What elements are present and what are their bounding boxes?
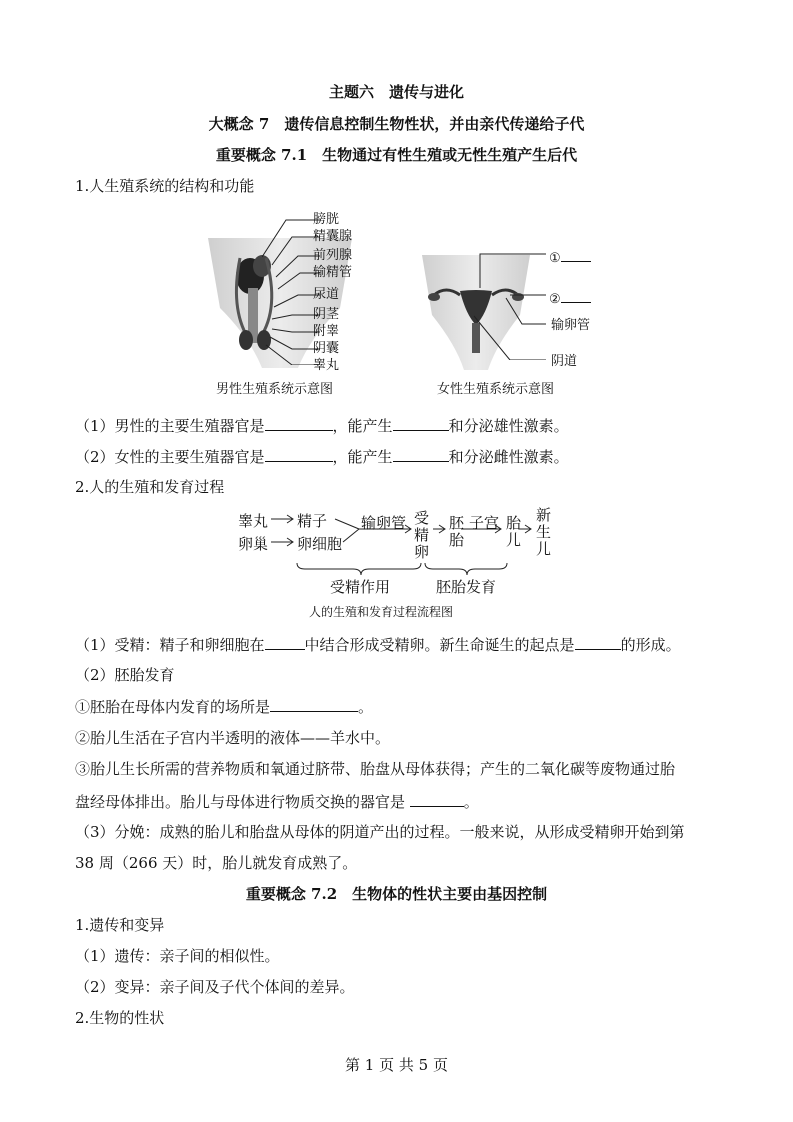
female-diagram-caption: 女性生殖系统示意图 <box>437 382 555 397</box>
label-penis: 阴茎 <box>313 307 340 322</box>
paragraph-amniotic-fluid: ②胎儿生活在子宫内半透明的液体——羊水中。 <box>75 729 391 747</box>
section-heading-heredity-variation: 1.遗传和变异 <box>75 916 165 934</box>
label-vas-deferens: 输精管 <box>313 265 353 280</box>
label-seminal-vesicle: 精囊腺 <box>313 229 353 244</box>
label-bladder: 膀胱 <box>313 212 340 227</box>
label-oviduct: 输卵管 <box>551 318 591 333</box>
section-heading-traits: 2.生物的性状 <box>75 1009 165 1027</box>
blank-female-product[interactable] <box>393 447 449 462</box>
flow-fertilization-label: 受精作用 <box>330 578 391 596</box>
paragraph-heredity: （1）遗传：亲子间的相似性。 <box>75 947 280 965</box>
flow-newborn: 新 生 儿 <box>536 506 552 558</box>
flowchart-caption: 人的生殖和发育过程流程图 <box>309 605 454 619</box>
flow-sperm: 精子 <box>297 512 328 530</box>
blank-female-2[interactable] <box>561 288 591 303</box>
section-heading-reproductive-system: 1.人生殖系统的结构和功能 <box>75 177 255 195</box>
paragraph-nutrition-line1: ③胎儿生长所需的营养物质和氧通过脐带、胎盘从母体获得；产生的二氧化碳等废物通过胎 <box>75 760 676 778</box>
flow-testis: 睾丸 <box>238 512 269 530</box>
label-urethra: 尿道 <box>313 287 340 302</box>
blank-male-organ[interactable] <box>265 416 333 431</box>
flow-zygote: 受 精 卵 <box>414 509 430 561</box>
label-female-2: ② <box>549 288 591 307</box>
flow-egg: 卵细胞 <box>297 535 343 553</box>
blank-life-start[interactable] <box>575 635 621 650</box>
big-concept-title: 大概念 7 遗传信息控制生物性状，并由亲代传递给子代 <box>208 115 585 133</box>
flow-uterus: 子宫 <box>469 514 500 532</box>
label-epididymis: 附睾 <box>313 324 340 339</box>
male-diagram-caption: 男性生殖系统示意图 <box>216 382 334 397</box>
flow-development-label: 胚胎发育 <box>436 578 497 596</box>
label-female-1: ① <box>549 247 591 266</box>
paragraph-variation: （2）变异：亲子间及子代个体间的差异。 <box>75 978 355 996</box>
concept-7-1-title: 重要概念 7.1 生物通过有性生殖或无性生殖产生后代 <box>215 146 578 164</box>
flow-oviduct: 输卵管 <box>361 514 407 532</box>
blank-female-organ[interactable] <box>265 447 333 462</box>
page-number: 第 1 页 共 5 页 <box>345 1056 448 1074</box>
paragraph-development-site: ①胚胎在母体内发育的场所是 。 <box>75 698 374 716</box>
paragraph-fertilization: （1）受精：精子和卵细胞在 中结合形成受精卵。新生命诞生的起点是 的形成。 <box>75 636 681 654</box>
label-prostate: 前列腺 <box>313 248 353 263</box>
question-female-organ: （2）女性的主要生殖器官是 ，能产生 和分泌雌性激素。 <box>75 448 569 466</box>
concept-7-2-title: 重要概念 7.2 生物体的性状主要由基因控制 <box>245 885 548 903</box>
paragraph-embryo-development: （2）胚胎发育 <box>75 666 175 684</box>
blank-development-site[interactable] <box>270 697 358 712</box>
blank-female-1[interactable] <box>561 247 591 262</box>
paragraph-delivery-line2: 38 周（266 天）时，胎儿就发育成熟了。 <box>75 854 358 872</box>
label-vagina: 阴道 <box>551 354 578 369</box>
section-heading-reproduction-process: 2.人的生殖和发育过程 <box>75 478 225 496</box>
label-scrotum: 阴囊 <box>313 341 340 356</box>
paragraph-delivery-line1: （3）分娩：成熟的胎儿和胎盘从母体的阴道产出的过程。一般来说，从形成受精卵开始到第 <box>75 823 685 841</box>
blank-fertilization-site[interactable] <box>265 635 305 650</box>
flow-embryo: 胚 胎 <box>449 514 465 549</box>
blank-exchange-organ[interactable] <box>410 792 464 807</box>
flow-fetus: 胎 儿 <box>506 514 522 549</box>
question-male-organ: （1）男性的主要生殖器官是 ，能产生 和分泌雄性激素。 <box>75 417 569 435</box>
paragraph-nutrition-line2: 盘经母体排出。胎儿与母体进行物质交换的器官是 。 <box>75 793 479 811</box>
blank-male-product[interactable] <box>393 416 449 431</box>
theme-title: 主题六 遗传与进化 <box>328 83 464 101</box>
label-testis: 睾丸 <box>313 358 340 373</box>
flow-ovary: 卵巢 <box>238 535 269 553</box>
